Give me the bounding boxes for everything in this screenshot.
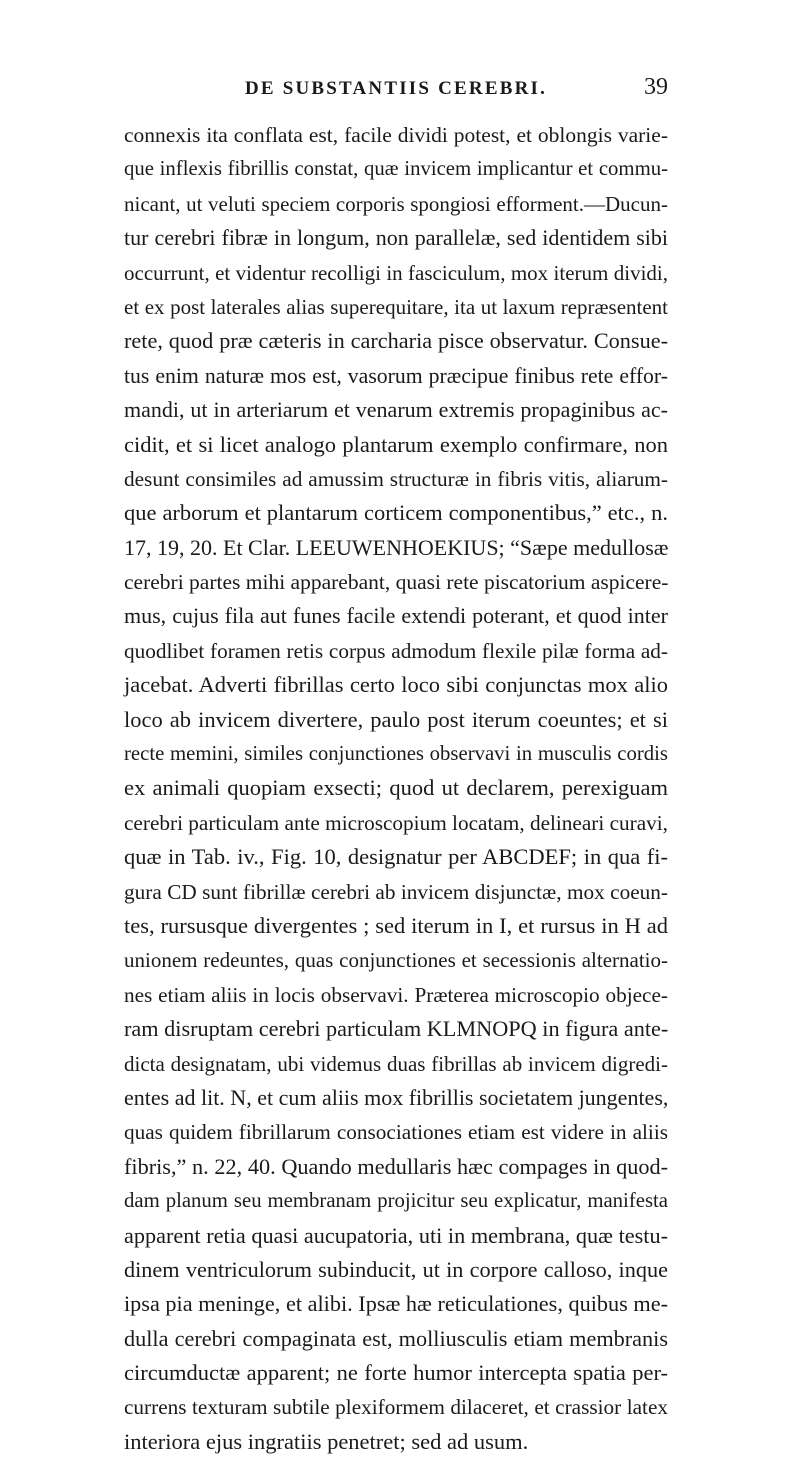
- text-line: tes, rursusque divergentes ; sed iterum in I, et rursus in H ad: [124, 912, 668, 938]
- text-line: rete, quod præ cæteris in carcharia pisce observatur. Consue-: [124, 328, 668, 354]
- text-line: recte memini, similes conjunctiones observavi in musculis cordis: [124, 743, 668, 766]
- text-line: desunt consimiles ad amussim structuræ in fibris vitis, aliarum-: [124, 466, 668, 491]
- text-line: loco ab invicem divertere, paulo post iterum coeuntes; et si: [124, 706, 668, 732]
- running-title: DE SUBSTANTIIS CEREBRI.: [244, 78, 548, 99]
- text-line: cidit, et si licet analogo plantarum exemplo confirmare, non: [124, 431, 668, 457]
- text-line: circumductæ apparent; ne forte humor intercepta spatia per-: [124, 1360, 668, 1386]
- text-line: ipsa pia meninge, et alibi. Ipsæ hæ reticulationes, quibus me-: [124, 1291, 668, 1317]
- text-line: gura CD sunt fibrillæ cerebri ab invicem disjunctæ, mox coeun-: [124, 879, 668, 904]
- text-line: interiora ejus ingratiis penetret; sed ad usum.: [124, 1428, 529, 1454]
- body-paragraph: [124, 118, 668, 1459]
- text-line: connexis ita conflata est, facile dividi potest, et oblongis varie-: [124, 123, 668, 147]
- text-line: fibris,” n. 22, 40. Quando medullaris hæc compages in quod-: [124, 1153, 668, 1179]
- text-line: tur cerebri fibræ in longum, non parallelæ, sed identidem sibi: [124, 225, 668, 251]
- text-line: dinem ventriculorum subinducit, ut in corpore calloso, inque: [124, 1256, 668, 1282]
- text-line: nicant, ut veluti speciem corporis spongiosi efforment.—Ducun-: [124, 191, 668, 216]
- text-line: ex animali quopiam exsecti; quod ut declarem, perexiguam: [124, 775, 668, 801]
- running-head: [124, 74, 668, 104]
- text-line: mus, cujus fila aut funes facile extendi poterant, et quod inter: [124, 603, 668, 629]
- text-line: quæ in Tab. iv., Fig. 10, designatur per ABCDEF; in qua fi-: [124, 844, 668, 870]
- text-line: dicta designatam, ubi videmus duas fibrillas ab invicem digredi-: [124, 1051, 668, 1076]
- text-line: tus enim naturæ mos est, vasorum præcipue finibus rete effor-: [124, 363, 668, 388]
- text-line: et ex post laterales alias superequitare, ita ut laxum repræsentent: [124, 294, 668, 319]
- text-line: jacebat. Adverti fibrillas certo loco sibi conjunctas mox alio: [124, 672, 668, 698]
- text-line: cerebri partes mihi apparebant, quasi rete piscatorium aspicere-: [124, 570, 669, 595]
- text-line: entes ad lit. N, et cum aliis mox fibrillis societatem jungentes,: [124, 1084, 669, 1110]
- text-line: dam planum seu membranam projicitur seu explicatur, manifesta: [124, 1190, 668, 1213]
- text-line: dulla cerebri compaginata est, molliusculis etiam membranis: [124, 1325, 668, 1351]
- text-line: apparent retia quasi aucupatoria, uti in membrana, quæ testu-: [124, 1222, 668, 1248]
- text-line: 17, 19, 20. Et Clar. LEEUWENHOEKIUS; “Sæpe medullosæ: [124, 534, 669, 560]
- page-number: 39: [644, 74, 668, 100]
- text-line: quodlibet foramen retis corpus admodum flexile pilæ forma ad-: [124, 638, 668, 663]
- text-line: que inflexis fibrillis constat, quæ invicem implicantur et commu-: [124, 158, 668, 181]
- text-line: cerebri particulam ante microscopium locatam, delineari curavi,: [124, 810, 668, 835]
- text-line: mandi, ut in arteriarum et venarum extremis propaginibus ac-: [124, 397, 668, 423]
- text-line: occurrunt, et videntur recolligi in fasciculum, mox iterum dividi,: [124, 260, 668, 285]
- text-line: currens texturam subtile plexiformem dilaceret, et crassior latex: [124, 1395, 668, 1420]
- text-line: que arborum et plantarum corticem componentibus,” etc., n.: [124, 500, 668, 526]
- text-line: ram disruptam cerebri particulam KLMNOPQ in figura ante-: [124, 1016, 669, 1042]
- text-line: quas quidem fibrillarum consociationes etiam est videre in aliis: [124, 1120, 668, 1145]
- text-line: unionem redeuntes, quas conjunctiones et secessionis alternatio-: [124, 948, 668, 973]
- text-line: nes etiam aliis in locis observavi. Præterea microscopio objece-: [124, 982, 668, 1007]
